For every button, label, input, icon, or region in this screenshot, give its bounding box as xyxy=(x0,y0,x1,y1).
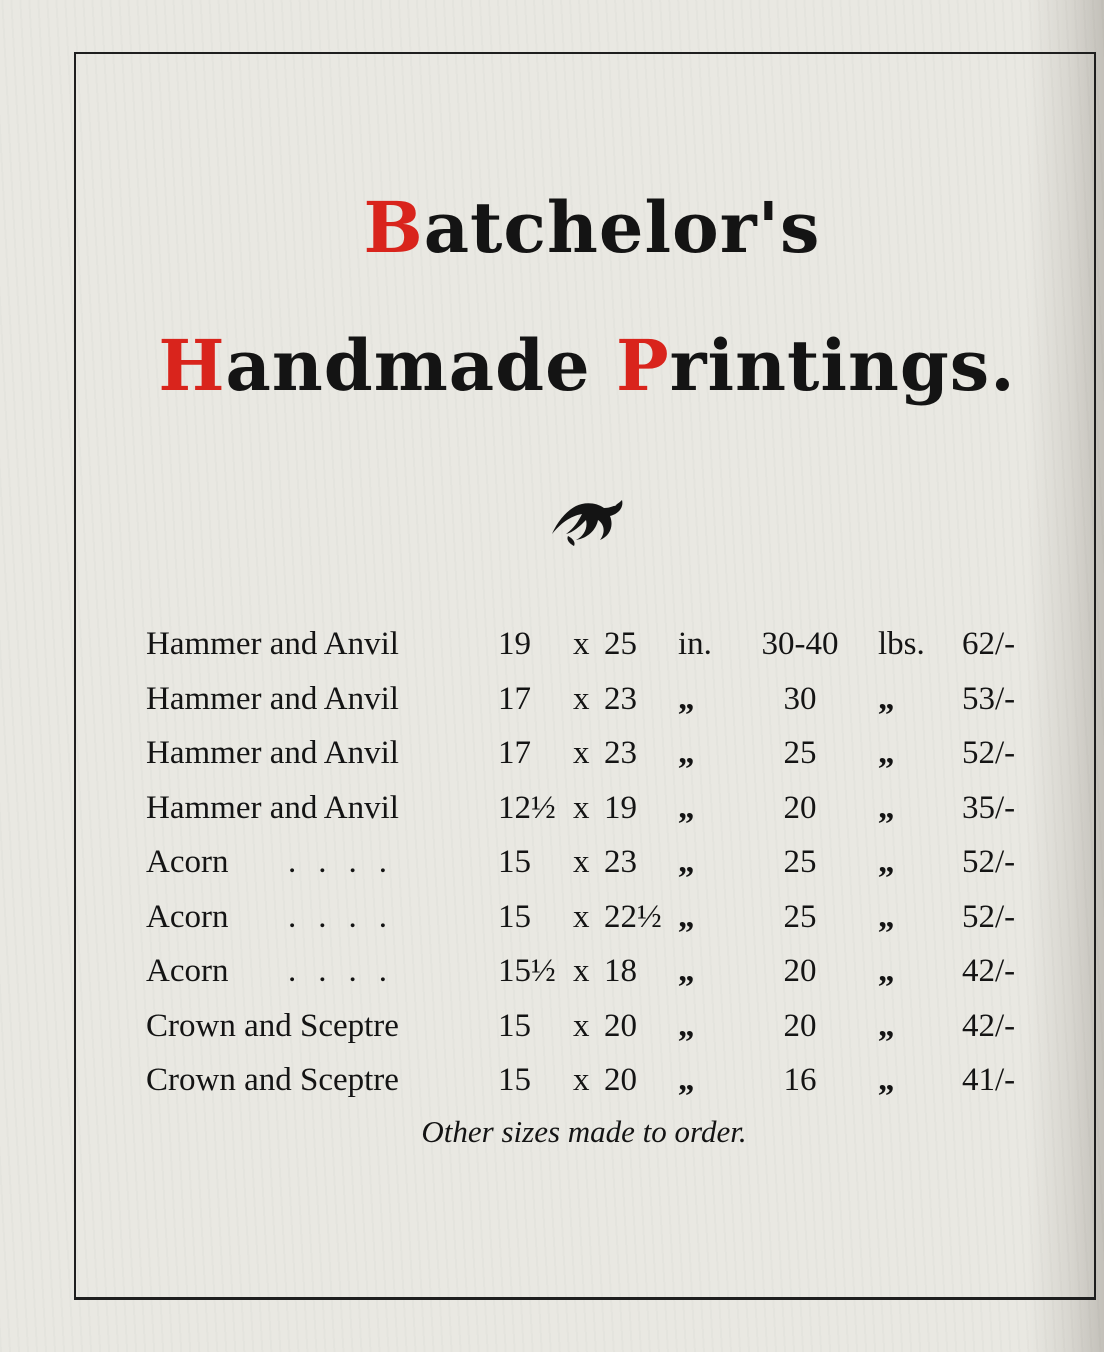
size-times: x xyxy=(573,898,590,935)
heading-word-handmade: andmade xyxy=(225,324,617,407)
heading-line-2 xyxy=(0,324,1104,407)
size-width: 15 xyxy=(498,1007,531,1044)
heading-word-printings: rintings. xyxy=(669,324,1016,407)
product-name: Hammer and Anvil xyxy=(146,626,399,662)
product-name: Acorn xyxy=(146,844,229,880)
weight-unit: lbs. xyxy=(878,626,925,662)
weight-value: 25 xyxy=(783,735,817,771)
table-row xyxy=(0,1056,1104,1111)
price-value: 35/- xyxy=(962,789,1016,826)
size-height: 20 xyxy=(604,1062,637,1098)
dot-leader: .... xyxy=(288,953,409,989)
size-unit: „ xyxy=(678,735,694,771)
table-row xyxy=(0,729,1104,784)
heading-initial-p: P xyxy=(616,324,670,407)
weight-value: 20 xyxy=(783,789,817,826)
size-unit: „ xyxy=(678,1062,694,1098)
table-row xyxy=(0,947,1104,1002)
size-height: 23 xyxy=(604,735,637,771)
size-height: 18 xyxy=(604,953,637,989)
table-row xyxy=(0,838,1104,893)
size-unit: „ xyxy=(678,680,694,717)
footer-note: Other sizes made to order. xyxy=(421,1114,747,1149)
dot-leader: .... xyxy=(288,898,409,935)
table-row xyxy=(0,675,1104,730)
price-value: 62/- xyxy=(962,626,1016,662)
price-list xyxy=(0,620,1104,1111)
weight-value: 20 xyxy=(783,953,817,989)
weight-unit: „ xyxy=(878,789,894,826)
weight-unit: „ xyxy=(878,844,894,880)
heading-initial-b: B xyxy=(363,186,424,269)
size-times: x xyxy=(573,789,590,826)
weight-value: 25 xyxy=(783,898,817,935)
size-times: x xyxy=(573,680,590,717)
weight-unit: „ xyxy=(878,735,894,771)
heading-line-1-text: atchelor's xyxy=(423,186,821,269)
size-unit: „ xyxy=(678,789,694,826)
weight-unit: „ xyxy=(878,680,894,717)
weight-unit: „ xyxy=(878,1007,894,1044)
size-unit: „ xyxy=(678,953,694,989)
weight-unit: „ xyxy=(878,953,894,989)
size-width: 15 xyxy=(498,1062,531,1098)
size-height: 23 xyxy=(604,844,637,880)
price-value: 52/- xyxy=(962,735,1016,771)
size-unit: „ xyxy=(678,844,694,880)
weight-value: 16 xyxy=(783,1062,817,1098)
size-times: x xyxy=(573,626,590,662)
weight-value: 30-40 xyxy=(761,626,839,662)
size-width: 12½ xyxy=(498,789,556,826)
size-times: x xyxy=(573,953,590,989)
size-height: 25 xyxy=(604,626,637,662)
table-row xyxy=(0,784,1104,839)
weight-unit: „ xyxy=(878,1062,894,1098)
size-times: x xyxy=(573,844,590,880)
size-unit: in. xyxy=(678,626,712,662)
heading-initial-h: H xyxy=(158,324,226,407)
price-value: 53/- xyxy=(962,680,1016,717)
size-height: 23 xyxy=(604,680,637,717)
price-value: 41/- xyxy=(962,1062,1016,1098)
table-row xyxy=(0,620,1104,675)
size-width: 19 xyxy=(498,626,531,662)
weight-value: 20 xyxy=(783,1007,817,1044)
product-name: Acorn xyxy=(146,898,229,935)
price-value: 42/- xyxy=(962,953,1016,989)
product-name: Hammer and Anvil xyxy=(146,680,399,717)
size-times: x xyxy=(573,1007,590,1044)
dot-leader: .... xyxy=(288,844,409,880)
size-times: x xyxy=(573,735,590,771)
price-value: 42/- xyxy=(962,1007,1016,1044)
size-times: x xyxy=(573,1062,590,1098)
product-name: Crown and Sceptre xyxy=(146,1062,399,1098)
price-value: 52/- xyxy=(962,844,1016,880)
product-name: Crown and Sceptre xyxy=(146,1007,399,1044)
heading-line-1 xyxy=(0,186,1104,269)
product-name: Hammer and Anvil xyxy=(146,789,399,826)
size-unit: „ xyxy=(678,898,694,935)
weight-unit: „ xyxy=(878,898,894,935)
weight-value: 30 xyxy=(783,680,817,717)
price-value: 52/- xyxy=(962,898,1016,935)
size-width: 17 xyxy=(498,735,531,771)
size-width: 17 xyxy=(498,680,531,717)
weight-value: 25 xyxy=(783,844,817,880)
leaf-fleuron-icon xyxy=(548,494,628,546)
size-unit: „ xyxy=(678,1007,694,1044)
size-width: 15½ xyxy=(498,953,556,989)
size-height: 22½ xyxy=(604,898,662,935)
size-height: 19 xyxy=(604,789,637,826)
table-row xyxy=(0,893,1104,948)
size-width: 15 xyxy=(498,898,531,935)
product-name: Acorn xyxy=(146,953,229,989)
size-height: 20 xyxy=(604,1007,637,1044)
product-name: Hammer and Anvil xyxy=(146,735,399,771)
size-width: 15 xyxy=(498,844,531,880)
table-row xyxy=(0,1002,1104,1057)
